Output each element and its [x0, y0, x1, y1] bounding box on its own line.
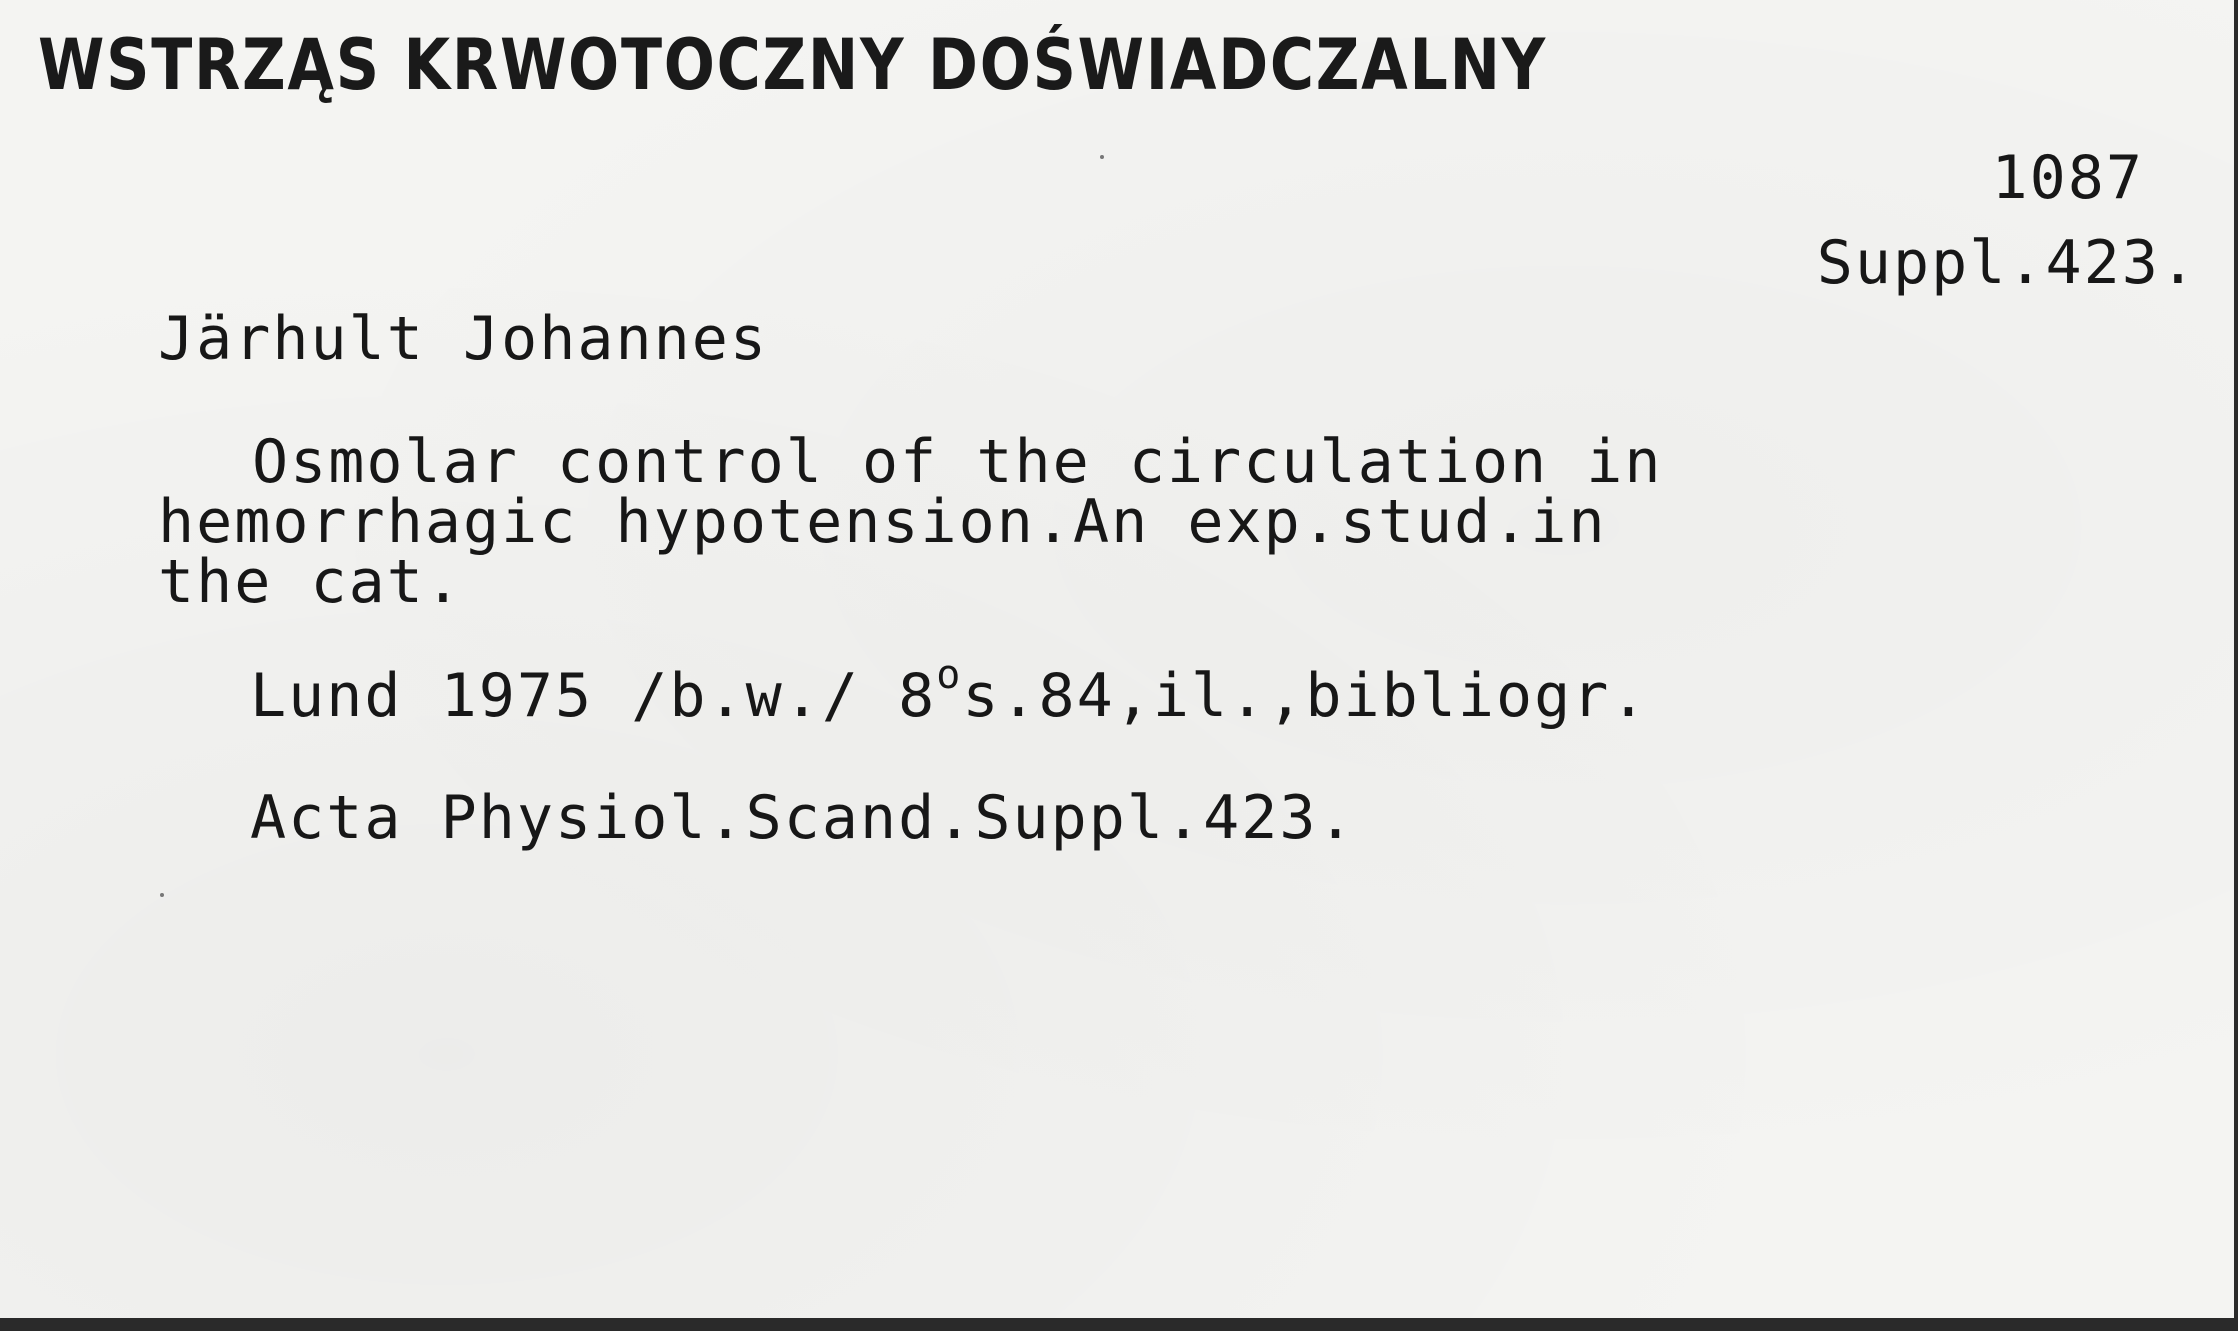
title-line: Osmolar control of the circulation in	[252, 427, 1663, 497]
format-superscript: o	[936, 652, 963, 698]
paper-speck	[160, 893, 164, 897]
imprint-pagination: s.84,il.,bibliogr.	[962, 661, 1649, 731]
author-name: Järhult Johannes	[158, 304, 768, 374]
title-line: the cat.	[158, 547, 463, 617]
title-line: hemorrhagic hypotension.An exp.stud.in	[158, 487, 1607, 557]
imprint-place-date-format: Lund 1975 /b.w./ 8	[250, 661, 937, 731]
call-number: 1087	[1991, 143, 2144, 213]
imprint	[250, 652, 1649, 731]
title-statement	[158, 427, 1663, 617]
call-number-supplement: Suppl.423.	[1816, 228, 2198, 298]
paper-speck	[1100, 155, 1104, 159]
series-statement: Acta Physiol.Scand.Suppl.423.	[250, 783, 1356, 853]
subject-heading: WSTRZĄS KRWOTOCZNY DOŚWIADCZALNY	[38, 24, 1547, 106]
